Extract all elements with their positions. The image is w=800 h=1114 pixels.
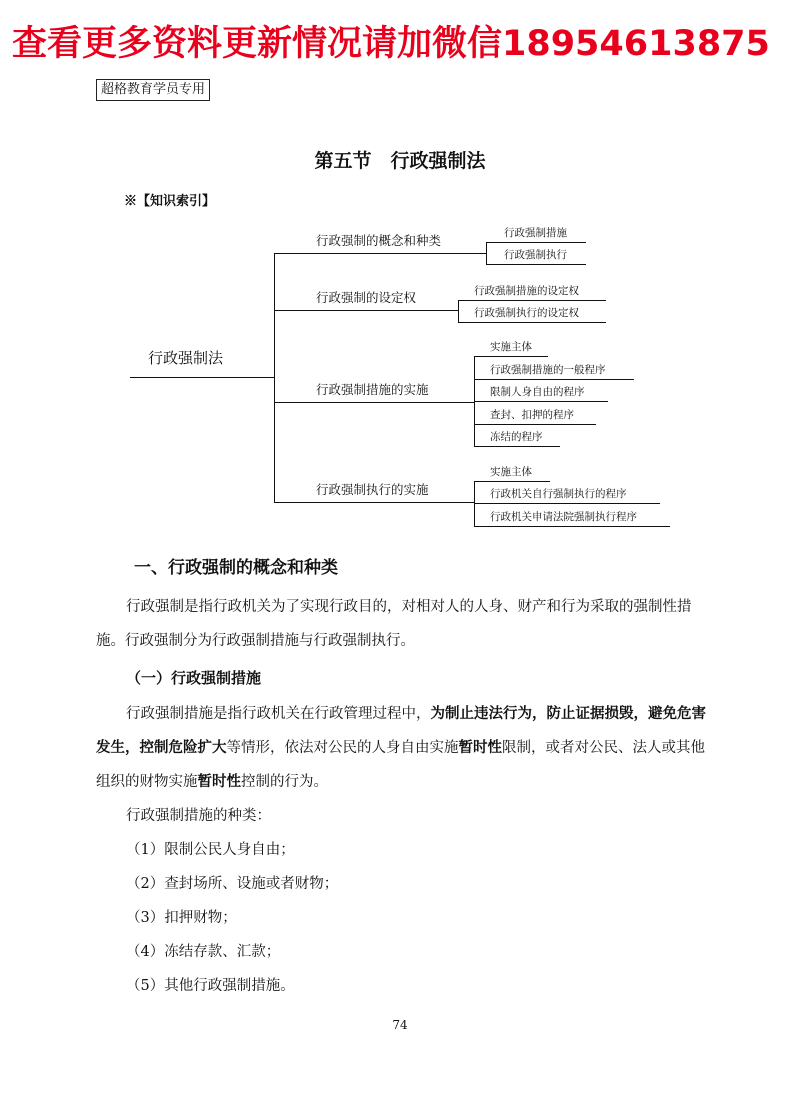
- branch-underline: [274, 253, 486, 254]
- leaf-underline: [474, 379, 634, 380]
- type-list-item: （5）其他行政强制措施。: [126, 978, 295, 994]
- text-segment: 行政强制措施是指行政机关在行政管理过程中，: [126, 706, 431, 722]
- wechat-banner: 查看更多资料更新情况请加微信18954613875: [12, 24, 770, 64]
- leaf-underline: [486, 242, 586, 243]
- leaf-underline: [474, 446, 560, 447]
- leaf-underline: [474, 526, 670, 527]
- leaf-underline: [486, 264, 586, 265]
- tree-leaf: 行政强制措施的一般程序: [490, 364, 606, 376]
- heading-concept-and-types: 一、行政强制的概念和种类: [134, 558, 338, 578]
- leaf-underline: [474, 481, 550, 482]
- leaf-connector: [486, 242, 487, 264]
- leaf-underline: [474, 424, 596, 425]
- leaf-underline: [458, 322, 606, 323]
- tree-leaf: 行政强制措施的设定权: [474, 285, 579, 297]
- heading-coercive-measures: （一）行政强制措施: [126, 669, 262, 687]
- branch-underline: [274, 402, 474, 403]
- knowledge-index-label: ※【知识索引】: [124, 194, 216, 209]
- student-only-stamp: 超格教育学员专用: [96, 79, 210, 101]
- leaf-underline: [474, 356, 548, 357]
- trunk-line: [274, 253, 275, 503]
- paragraph-measures-definition: [96, 697, 706, 799]
- tree-leaf: 冻结的程序: [490, 431, 543, 443]
- tree-leaf: 查封、扣押的程序: [490, 409, 574, 421]
- tree-root: 行政强制法: [148, 349, 224, 367]
- text-segment: 限制，或者对公民、法人或其他组织的财物实施: [96, 740, 705, 790]
- tree-branch: 行政强制的设定权: [316, 290, 417, 305]
- leaf-connector: [458, 300, 459, 322]
- type-list-item: （4）冻结存款、汇款；: [126, 944, 281, 960]
- text-segment: 控制的行为。: [241, 774, 328, 790]
- type-list-item: （2）查封场所、设施或者财物；: [126, 876, 339, 892]
- tree-leaf: 实施主体: [490, 466, 532, 478]
- types-intro: 行政强制措施的种类：: [126, 808, 271, 824]
- leaf-underline: [474, 503, 660, 504]
- branch-underline: [274, 502, 474, 503]
- section-title: 第五节 行政强制法: [314, 150, 486, 172]
- tree-leaf: 行政机关申请法院强制执行程序: [490, 511, 637, 523]
- tree-leaf: 实施主体: [490, 341, 532, 353]
- tree-branch: 行政强制的概念和种类: [316, 233, 442, 248]
- root-underline: [130, 377, 274, 378]
- type-list-item: （1）限制公民人身自由；: [126, 842, 295, 858]
- knowledge-tree: [0, 0, 800, 540]
- emphasis-text: 暂时性: [197, 774, 241, 790]
- emphasis-text: 暂时性: [458, 740, 502, 756]
- tree-branch: 行政强制措施的实施: [316, 382, 429, 397]
- tree-leaf: 行政强制执行: [504, 249, 567, 261]
- tree-leaf: 行政强制措施: [504, 227, 567, 239]
- tree-leaf: 行政强制执行的设定权: [474, 307, 579, 319]
- branch-underline: [274, 310, 458, 311]
- tree-leaf: 限制人身自由的程序: [490, 386, 585, 398]
- leaf-underline: [474, 401, 608, 402]
- leaf-underline: [458, 300, 606, 301]
- tree-branch: 行政强制执行的实施: [316, 482, 429, 497]
- emphasis-text: 为制止违法行为，防止证据损毁，避免危害发生，控制危险扩大: [96, 706, 706, 756]
- type-list-item: （3）扣押财物；: [126, 910, 237, 926]
- text-segment: 等情形，依法对公民的人身自由实施: [226, 740, 459, 756]
- page-number: 74: [392, 1018, 408, 1032]
- tree-leaf: 行政机关自行强制执行的程序: [490, 488, 627, 500]
- paragraph-definition: 行政强制是指行政机关为了实现行政目的，对相对人的人身、财产和行为采取的强制性措施。行政强制分为行政强制措施与行政强制执行。: [96, 599, 692, 649]
